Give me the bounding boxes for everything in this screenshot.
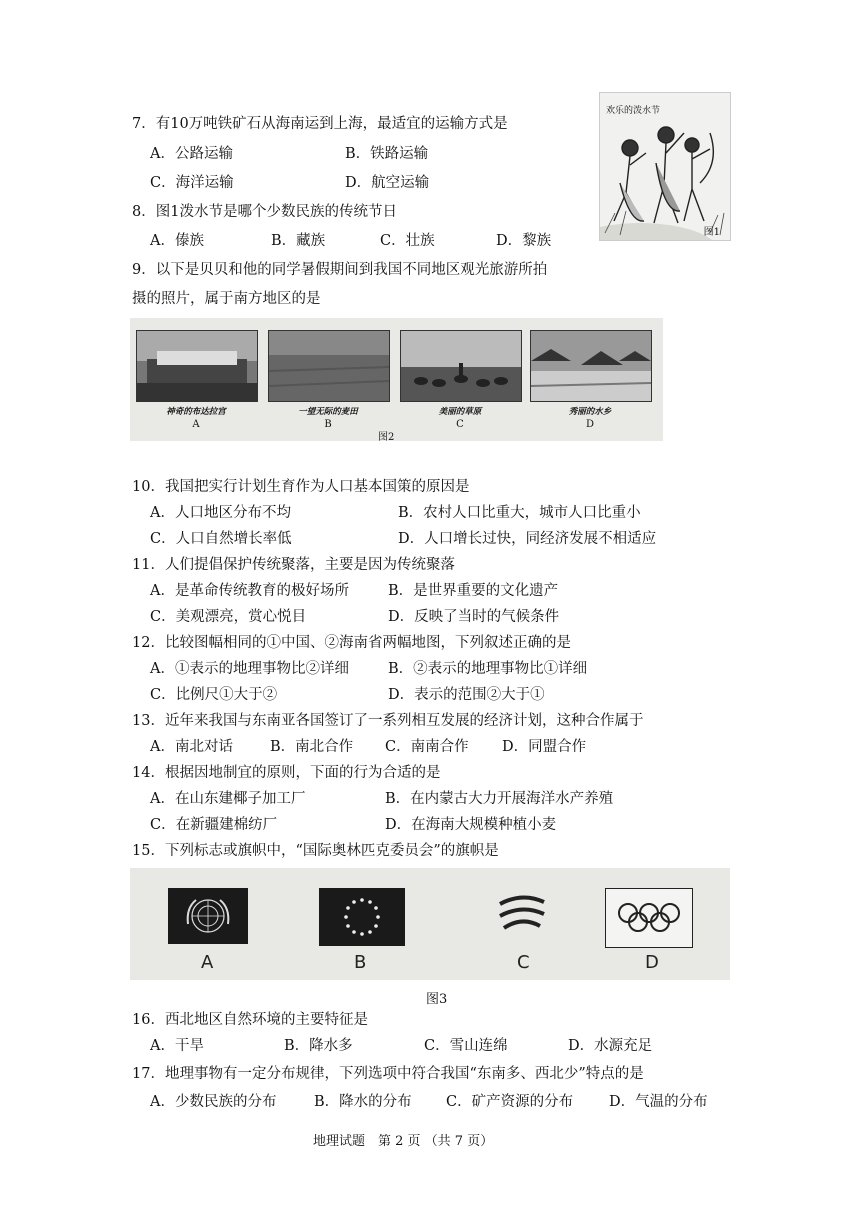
logo-c-letter: C	[517, 952, 530, 973]
q13-option-b: B．南北合作	[270, 739, 354, 755]
q11-option-d: D．反映了当时的气候条件	[388, 609, 560, 625]
q7-option-c: C．海洋运输	[150, 175, 234, 191]
q13-option-d: D．同盟合作	[502, 739, 587, 755]
q13-option-a: A．南北对话	[150, 739, 233, 755]
q15-stem: 15．下列标志或旗帜中，“国际奥林匹克委员会”的旗帜是	[132, 843, 499, 859]
figure-3-label: 图3	[426, 992, 448, 1007]
q14-option-d: D．在海南大规模种植小麦	[385, 817, 557, 833]
q14-option-a: A．在山东建椰子加工厂	[150, 791, 306, 807]
photo-b-wheat-field	[268, 330, 390, 402]
q9-stem-line-2: 摄的照片，属于南方地区的是	[132, 291, 321, 307]
figure-3-flags	[130, 868, 730, 980]
flag-d-olympic	[605, 888, 693, 948]
q14-option-c: C．在新疆建棉纺厂	[150, 817, 278, 833]
q10-option-c: C．人口自然增长率低	[150, 531, 292, 547]
q14-stem: 14．根据因地制宜的原则，下面的行为合适的是	[132, 765, 441, 781]
page-footer: 地理试题 第 2 页 （共 7 页）	[313, 1134, 494, 1149]
figure-2-photos	[130, 318, 663, 441]
q8-stem: 8．图1泼水节是哪个少数民族的传统节日	[132, 204, 397, 220]
flag-a-united-nations	[168, 888, 248, 944]
q12-option-c: C．比例尺①大于②	[150, 687, 278, 703]
figure-1-water-festival	[599, 92, 731, 241]
q14-option-b: B．在内蒙古大力开展海洋水产养殖	[385, 791, 614, 807]
q16-option-d: D．水源充足	[568, 1038, 653, 1054]
q7-option-a: A．公路运输	[150, 146, 233, 162]
q8-option-c: C．壮族	[380, 233, 435, 249]
q10-option-d: D．人口增长过快，同经济发展不相适应	[398, 531, 657, 547]
flag-b-letter: B	[354, 952, 367, 973]
q11-option-b: B．是世界重要的文化遗产	[388, 583, 559, 599]
q17-stem: 17．地理事物有一定分布规律，下列选项中符合我国“东南多、西北少”特点的是	[132, 1066, 644, 1082]
q16-option-b: B．降水多	[284, 1038, 353, 1054]
q16-option-c: C．雪山连绵	[424, 1038, 508, 1054]
photo-a-letter: A	[192, 419, 200, 430]
photo-a-caption: 神奇的布达拉宫	[166, 407, 226, 417]
photo-c-letter: C	[456, 419, 464, 430]
q17-option-c: C．矿产资源的分布	[446, 1094, 574, 1110]
q8-option-a: A．傣族	[150, 233, 204, 249]
photo-c-caption: 美丽的草原	[438, 407, 482, 417]
q13-option-c: C．南南合作	[385, 739, 469, 755]
q16-option-a: A．干旱	[150, 1038, 204, 1054]
q11-option-c: C．美观漂亮，赏心悦目	[150, 609, 307, 625]
flag-a-letter: A	[201, 952, 214, 973]
q12-stem: 12．比较图幅相同的①中国、②海南省两幅地图，下列叙述正确的是	[132, 635, 571, 651]
q17-option-d: D．气温的分布	[609, 1094, 708, 1110]
q8-option-b: B．藏族	[271, 233, 326, 249]
q12-option-a: A．①表示的地理事物比②详细	[150, 661, 349, 677]
q11-option-a: A．是革命传统教育的极好场所	[150, 583, 349, 599]
q12-option-b: B．②表示的地理事物比①详细	[388, 661, 588, 677]
q7-stem: 7．有10万吨铁矿石从海南运到上海，最适宜的运输方式是	[132, 116, 508, 132]
figure-2-label: 图2	[378, 432, 395, 443]
photo-b-caption: 一望无际的麦田	[298, 407, 358, 417]
q8-option-d: D．黎族	[496, 233, 552, 249]
figure-1-title: 欢乐的泼水节	[606, 106, 661, 116]
logo-c-wto	[492, 884, 552, 944]
photo-c-grassland	[400, 330, 522, 402]
photo-d-letter: D	[585, 419, 595, 430]
q10-option-b: B．农村人口比重大，城市人口比重小	[398, 505, 641, 521]
photo-a-potala-palace	[136, 330, 258, 402]
q17-option-a: A．少数民族的分布	[150, 1094, 277, 1110]
flag-d-letter: D	[645, 952, 659, 973]
q7-option-d: D．航空运输	[345, 175, 430, 191]
flag-b-european-union	[319, 888, 405, 946]
q9-stem-line-1: 9．以下是贝贝和他的同学暑假期间到我国不同地区观光旅游所拍	[132, 262, 548, 278]
q13-stem: 13．近年来我国与东南亚各国签订了一系列相互发展的经济计划，这种合作属于	[132, 713, 644, 729]
q12-option-d: D．表示的范围②大于①	[388, 687, 545, 703]
figure-1-illustration	[600, 93, 730, 240]
q11-stem: 11．人们提倡保护传统聚落，主要是因为传统聚落	[132, 557, 455, 573]
q7-option-b: B．铁路运输	[345, 146, 429, 162]
photo-d-caption: 秀丽的水乡	[568, 407, 612, 417]
photo-d-water-town	[530, 330, 652, 402]
q10-stem: 10．我国把实行计划生育作为人口基本国策的原因是	[132, 479, 470, 495]
q17-option-b: B．降水的分布	[314, 1094, 412, 1110]
q10-option-a: A．人口地区分布不均	[150, 505, 291, 521]
q16-stem: 16．西北地区自然环境的主要特征是	[132, 1012, 368, 1028]
figure-1-label: 图1	[703, 227, 720, 238]
photo-b-letter: B	[324, 419, 332, 430]
